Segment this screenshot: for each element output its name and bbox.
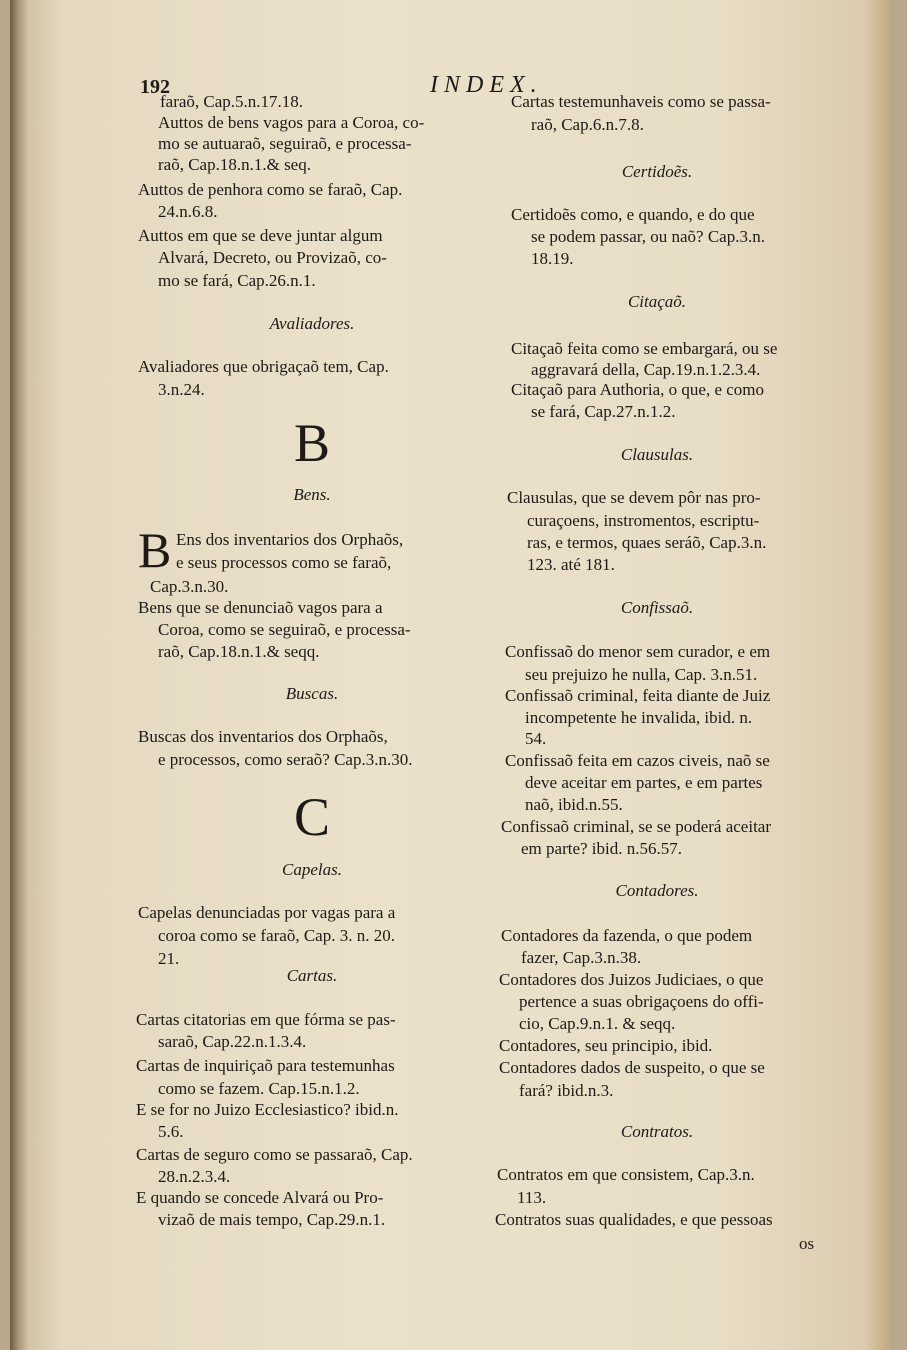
entry-line: saraõ, Cap.22.n.1.3.4. [158,1032,307,1051]
entry-line: fazer, Cap.3.n.38. [521,948,642,967]
section-heading: Cartas. [286,966,338,985]
entry-line: E quando se concede Alvará ou Pro- [136,1188,384,1207]
section-heading: Clausulas. [620,445,694,464]
entry-line: raõ, Cap.6.n.7.8. [531,115,644,134]
page-number: 192 [140,76,170,98]
entry-line: em parte? ibid. n.56.57. [521,839,682,858]
entry-line: 18.19. [531,249,574,268]
entry-line: se podem passar, ou naõ? Cap.3.n. [531,227,765,246]
section-letter: C [293,787,331,847]
entry-line: Cap.3.n.30. [150,577,229,596]
entry-line: Auttos de bens vagos para a Coroa, co- [158,113,425,132]
entry-line: 21. [158,949,180,968]
section-heading: Avaliadores. [269,314,355,333]
entry-line: Auttos de penhora como se faraõ, Cap. [138,180,403,199]
entry-line: Auttos em que se deve juntar algum [138,226,383,245]
section-heading: Buscas. [285,684,339,703]
entry-line: Certidoẽs como, e quando, e do que [511,205,755,224]
entry-line: se fará, Cap.27.n.1.2. [531,402,676,421]
section-heading: Bens. [293,485,331,504]
entry-line: 5.6. [158,1122,184,1141]
entry-line: faraõ, Cap.5.n.17.18. [160,92,304,111]
entry-line: 54. [525,729,547,748]
entry-line: Buscas dos inventarios dos Orphaõs, [138,727,388,746]
entry-line: coroa como se faraõ, Cap. 3. n. 20. [158,926,395,945]
entry-line: Contadores da fazenda, o que podem [501,926,753,945]
entry-line: E se for no Juizo Ecclesiastico? ibid.n. [136,1100,399,1119]
entry-line: Cartas de inquiriçaõ para testemunhas [136,1056,395,1075]
entry-line: aggravará della, Cap.19.n.1.2.3.4. [531,360,761,379]
entry-line: Contadores dados de suspeito, o que se [499,1058,765,1077]
section-heading: Contratos. [620,1122,694,1141]
entry-line: pertence a suas obrigaçoens do offi- [519,992,764,1011]
entry-line: Capelas denunciadas por vagas para a [138,903,396,922]
entry-line: 24.n.6.8. [158,202,218,221]
entry-line: e seus processos como se faraõ, [176,553,392,572]
section-heading: Contadores. [615,881,699,900]
entry-line: Cartas testemunhaveis como se passa- [511,92,771,111]
entry-line: ras, e termos, quaes seráõ, Cap.3.n. [527,533,767,552]
entry-line: 28.n.2.3.4. [158,1167,231,1186]
entry-line: e processos, como seraõ? Cap.3.n.30. [158,750,413,769]
entry-line: 123. até 181. [527,555,615,574]
entry-line: mo se autuaraõ, seguiraõ, e processa- [158,134,412,153]
entry-line: Contadores, seu principio, ibid. [499,1036,713,1055]
entry-line: Contadores dos Juizos Judiciaes, o que [499,970,764,989]
entry-line: Confissaõ criminal, feita diante de Juiz [505,686,771,705]
entry-line: raõ, Cap.18.n.1.& seq. [158,155,311,174]
running-head: INDEX. [430,72,543,98]
entry-line: Coroa, como se seguiraõ, e processa- [158,620,411,639]
entry-line: Ens dos inventarios dos Orphaõs, [176,530,404,549]
entry-line: Citaçaõ para Authoria, o que, e como [511,380,765,399]
section-letter: B [293,413,331,473]
entry-line: Citaçaõ feita como se embargará, ou se [511,339,778,358]
entry-line: Clausulas, que se devem pôr nas pro- [507,488,761,507]
book-page [10,0,890,1350]
entry-line: Confissaõ do menor sem curador, e em [505,642,771,661]
entry-line: Alvará, Decreto, ou Provizaõ, co- [158,248,387,267]
entry-line: naõ, ibid.n.55. [525,795,623,814]
entry-line: Contratos em que consistem, Cap.3.n. [497,1165,755,1184]
entry-line: raõ, Cap.18.n.1.& seqq. [158,642,320,661]
catchword: os [799,1234,815,1253]
section-heading: Citaçaõ. [627,292,687,311]
entry-line: 3.n.24. [158,380,205,399]
entry-line: 113. [517,1188,547,1207]
entry-line: curaçoens, instromentos, escriptu- [527,511,760,530]
entry-line: Bens que se denunciaõ vagos para a [138,598,383,617]
entry-line: incompetente he invalida, ibid. n. [525,708,753,727]
section-heading: Capelas. [282,860,342,879]
section-heading: Certidoẽs. [621,162,693,181]
entry-line: vizaõ de mais tempo, Cap.29.n.1. [158,1210,386,1229]
entry-line: Avaliadores que obrigaçaõ tem, Cap. [138,357,389,376]
entry-line: como se fazem. Cap.15.n.1.2. [158,1079,360,1098]
entry-line: cio, Cap.9.n.1. & seqq. [519,1014,676,1033]
entry-line: Confissaõ feita em cazos civeis, naõ se [505,751,770,770]
gutter-shadow [10,0,28,1350]
entry-line: seu prejuizo he nulla, Cap. 3.n.51. [525,665,758,684]
entry-line: fará? ibid.n.3. [519,1081,614,1100]
drop-cap: B [138,522,172,578]
entry-line: Cartas citatorias em que fórma se pas- [136,1010,396,1029]
entry-line: Cartas de seguro como se passaraõ, Cap. [136,1145,413,1164]
entry-line: deve aceitar em partes, e em partes [525,773,763,792]
entry-line: Confissaõ criminal, se se poderá aceitar [501,817,772,836]
entry-line: mo se fará, Cap.26.n.1. [158,271,316,290]
section-heading: Confissaõ. [620,598,694,617]
entry-line: Contratos suas qualidades, e que pessoas [495,1210,773,1229]
page-edge [864,0,890,1350]
